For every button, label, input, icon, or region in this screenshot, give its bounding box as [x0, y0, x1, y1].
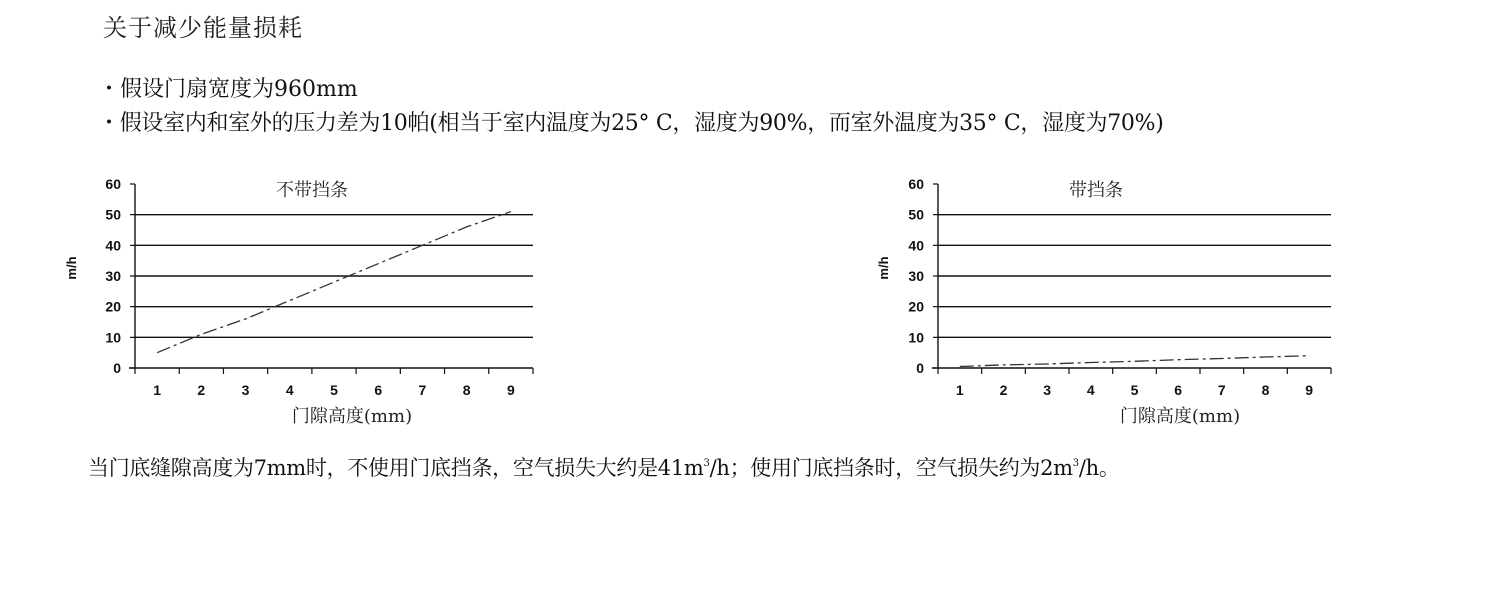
x-tick-label-2: 2 [999, 382, 1008, 398]
data-point-5 [333, 281, 336, 284]
y-tick-label-20: 20 [105, 298, 121, 315]
x-tick-label-5: 5 [330, 382, 338, 398]
conclusion-part-1: 当门底缝隙高度为7mm时，不使用门底挡条，空气损失大约是41m [88, 456, 704, 480]
y-tick-label-10: 10 [908, 329, 924, 346]
x-tick-label-3: 3 [241, 382, 250, 398]
x-tick-label-1: 1 [955, 382, 964, 398]
y-tick-label-20: 20 [908, 298, 924, 315]
x-tick-label-4: 4 [1086, 382, 1095, 398]
x-tick-label-5: 5 [1130, 382, 1139, 398]
x-tick-label-8: 8 [1261, 382, 1270, 398]
data-point-2 [200, 333, 203, 336]
y-tick-label-0: 0 [113, 360, 121, 376]
x-tick-label-9: 9 [1305, 382, 1314, 398]
y-axis-label: m/h [64, 256, 79, 280]
conclusion-text [88, 452, 1120, 482]
y-tick-label-40: 40 [105, 237, 121, 254]
superscript-3: 3 [703, 458, 710, 469]
y-axis-label: m/h [876, 256, 891, 280]
x-tick-label-4: 4 [285, 382, 294, 398]
x-tick-label-3: 3 [1043, 382, 1052, 398]
x-tick-label-2: 2 [197, 382, 206, 398]
x-tick-label-7: 7 [1217, 382, 1226, 398]
x-tick-label-8: 8 [462, 382, 471, 398]
y-tick-label-30: 30 [105, 268, 121, 284]
y-tick-label-40: 40 [908, 237, 924, 254]
data-series-line [157, 212, 511, 353]
y-tick-label-60: 60 [105, 176, 121, 192]
data-point-9 [1308, 354, 1311, 357]
y-tick-label-60: 60 [908, 176, 924, 192]
data-series-line [960, 356, 1309, 367]
superscript-3: 3 [1072, 458, 1079, 469]
x-axis-label: 门隙高度(mm) [1119, 406, 1241, 427]
page-heading: 关于减少能量损耗 [103, 14, 303, 42]
x-tick-label-1: 1 [153, 382, 162, 398]
y-tick-label-0: 0 [916, 360, 924, 376]
conclusion-part-3: /h。 [1078, 456, 1120, 480]
x-tick-label-6: 6 [1174, 382, 1183, 398]
x-tick-label-9: 9 [506, 382, 515, 398]
chart-title: 不带挡条 [276, 180, 348, 201]
y-tick-label-10: 10 [105, 329, 121, 346]
assumption-pressure-difference: ・假设室内和室外的压力差为10帕(相当于室内温度为25° C，湿度为90%，而室外温度为35° C，湿度为70%) [98, 111, 1164, 136]
chart-title: 带挡条 [1069, 180, 1123, 201]
conclusion-part-2: /h；使用门底挡条时，空气损失约为2m [709, 456, 1073, 480]
assumption-door-width: ・假设门扇宽度为960mm [98, 77, 358, 102]
x-tick-label-6: 6 [374, 382, 383, 398]
y-tick-label-50: 50 [908, 206, 924, 223]
y-tick-label-50: 50 [105, 206, 121, 223]
x-axis-label: 门隙高度(mm) [291, 406, 413, 427]
y-tick-label-30: 30 [908, 268, 924, 284]
x-tick-label-7: 7 [418, 382, 427, 398]
